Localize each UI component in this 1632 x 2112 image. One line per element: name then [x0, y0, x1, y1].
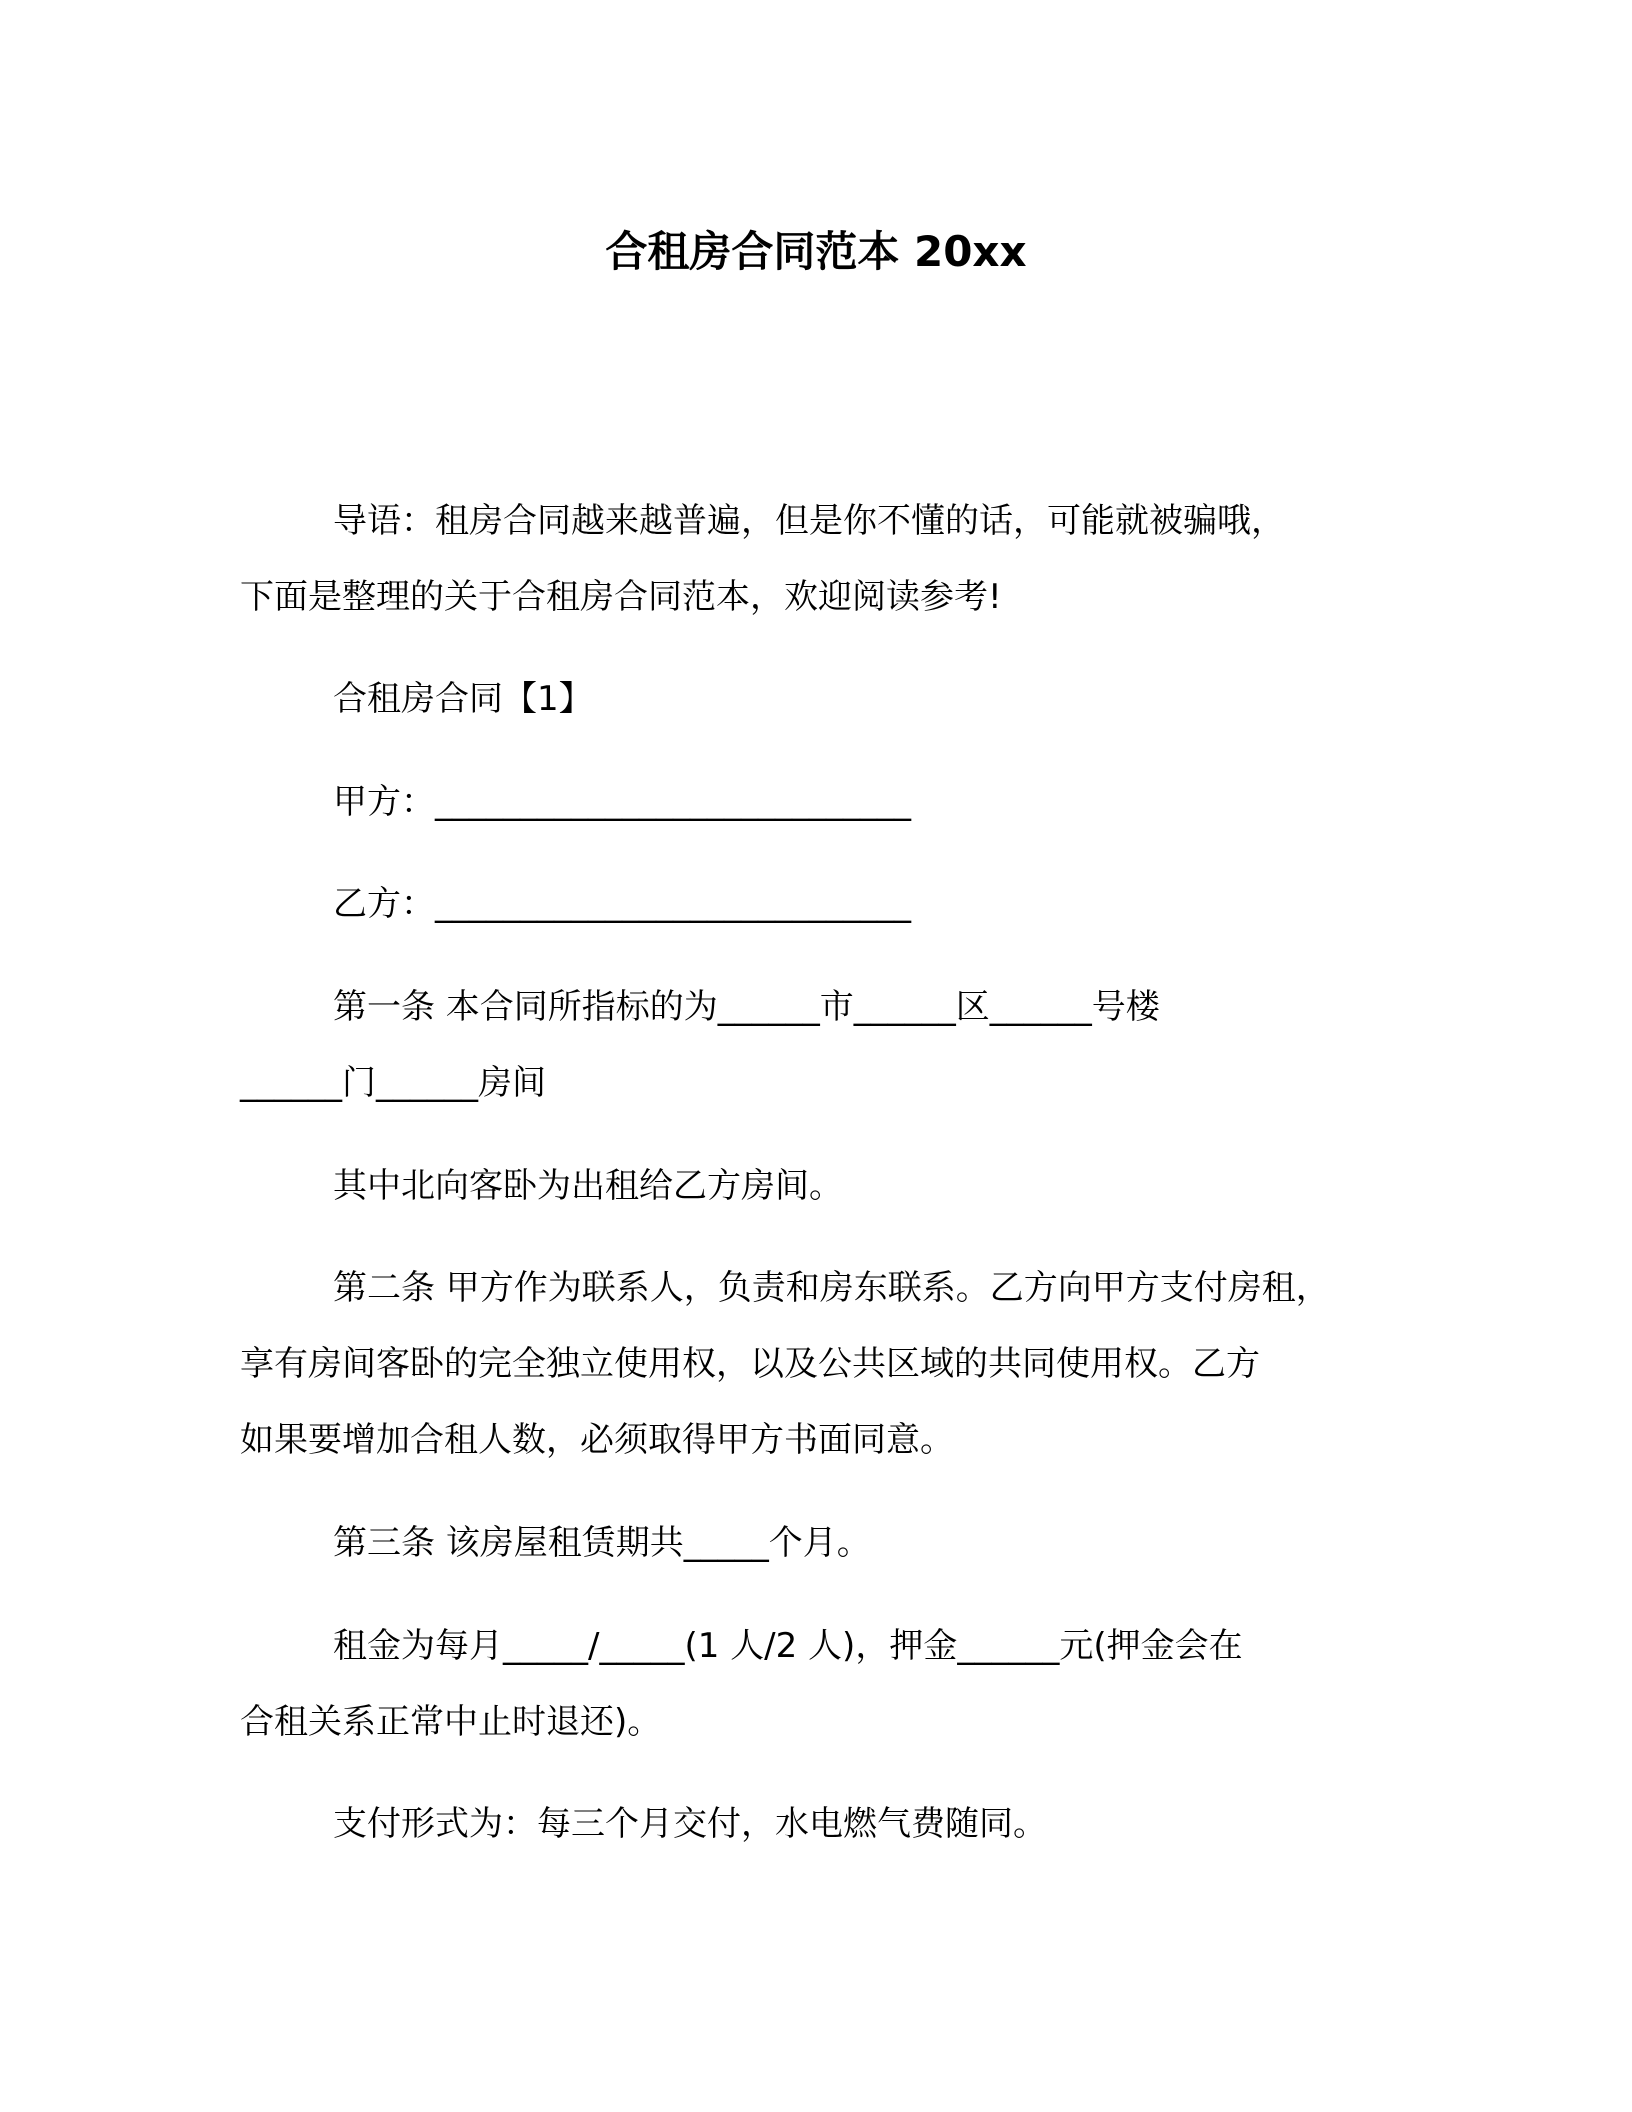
article-1-line-1: 第一条 本合同所指标的为______市______区______号楼: [333, 987, 1160, 1027]
rent-line-1: 租金为每月_____/_____(1 人/2 人)，押金______元(押金会在: [333, 1626, 1243, 1666]
document-title: 合租房合同范本 20xx: [605, 227, 1027, 276]
section-heading: 合租房合同【1】: [333, 679, 593, 719]
article-3-line: 第三条 该房屋租赁期共_____个月。: [333, 1523, 871, 1563]
article-2-line-2: 享有房间客卧的完全独立使用权，以及公共区域的共同使用权。乙方: [240, 1344, 1260, 1384]
article-1-line-2: ______门______房间: [240, 1063, 546, 1103]
rent-line-2: 合租关系正常中止时退还)。: [240, 1702, 662, 1742]
payment-line: 支付形式为：每三个月交付，水电燃气费随同。: [333, 1804, 1047, 1844]
article-2-line-3: 如果要增加合租人数，必须取得甲方书面同意。: [240, 1420, 954, 1460]
article-2-line-1: 第二条 甲方作为联系人，负责和房东联系。乙方向甲方支付房租，: [333, 1268, 1330, 1308]
party-b-line: 乙方：____________________________: [333, 884, 911, 924]
intro-line-1: 导语：租房合同越来越普遍，但是你不懂的话，可能就被骗哦，: [333, 501, 1285, 541]
party-a-line: 甲方：____________________________: [333, 782, 911, 822]
intro-line-2: 下面是整理的关于合租房合同范本，欢迎阅读参考!: [240, 577, 1002, 617]
north-room-line: 其中北向客卧为出租给乙方房间。: [333, 1166, 843, 1206]
